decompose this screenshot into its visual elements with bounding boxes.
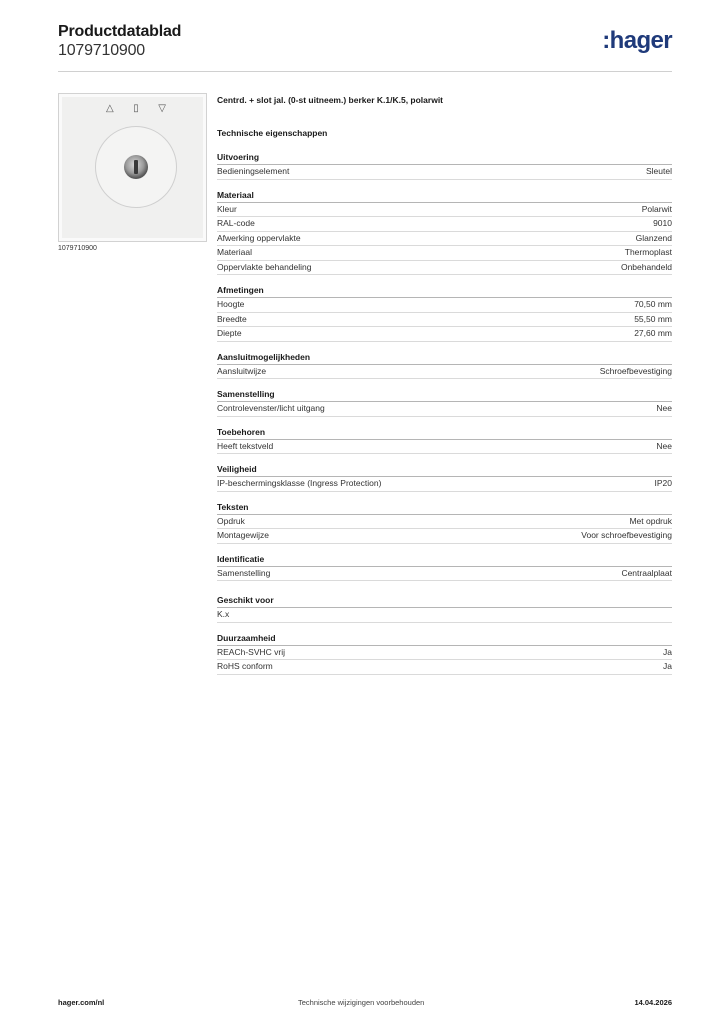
spec-row bbox=[217, 313, 672, 328]
section-title: Geschikt voor bbox=[217, 595, 672, 608]
spec-section bbox=[217, 464, 672, 492]
spec-value: Met opdruk bbox=[629, 515, 672, 526]
down-arrow-icon: ▽ bbox=[158, 103, 166, 114]
spec-value: Thermoplast bbox=[624, 247, 672, 257]
spec-label: Aansluitwijze bbox=[217, 365, 267, 376]
spec-row bbox=[217, 440, 672, 455]
spec-row bbox=[217, 217, 672, 232]
spec-row bbox=[217, 515, 672, 530]
spec-row bbox=[217, 567, 672, 582]
cover-plate bbox=[62, 97, 203, 238]
spec-label: Bedieningselement bbox=[217, 166, 290, 176]
footer-website-link[interactable]: hager.com/nl bbox=[58, 998, 105, 1007]
spec-content bbox=[217, 95, 672, 685]
spec-label: Oppervlakte behandeling bbox=[217, 261, 312, 272]
footer-note: Technische wijzigingen voorbehouden bbox=[298, 998, 425, 1007]
header-divider bbox=[58, 71, 672, 72]
spec-section bbox=[217, 502, 672, 544]
section-sustainability bbox=[217, 633, 672, 675]
spec-label: Breedte bbox=[217, 313, 247, 324]
spec-row bbox=[217, 477, 672, 492]
spec-label: Controlevenster/licht uitgang bbox=[217, 403, 325, 413]
spec-row bbox=[217, 402, 672, 417]
spec-row bbox=[217, 646, 672, 661]
document-header bbox=[58, 22, 181, 61]
section-title: Duurzaamheid bbox=[217, 633, 672, 646]
spec-row bbox=[217, 365, 672, 380]
spec-value: Onbehandeld bbox=[620, 261, 672, 272]
spec-section bbox=[217, 285, 672, 342]
spec-row bbox=[217, 529, 672, 544]
product-description: Centrd. + slot jal. (0-st uitneem.) berker K.1/K.5, polarwit bbox=[217, 95, 444, 105]
spec-value: Nee bbox=[656, 403, 672, 413]
spec-section bbox=[217, 389, 672, 417]
spec-label: Opdruk bbox=[217, 515, 245, 526]
spec-section bbox=[217, 554, 672, 582]
blind-symbols bbox=[106, 103, 166, 114]
spec-label: Diepte bbox=[217, 328, 242, 338]
section-title: Materiaal bbox=[217, 190, 672, 203]
spec-section bbox=[217, 427, 672, 455]
spec-value: Ja bbox=[663, 661, 672, 671]
spec-label: RAL-code bbox=[217, 218, 255, 228]
spec-row bbox=[217, 660, 672, 675]
product-image bbox=[58, 93, 207, 242]
spec-row bbox=[217, 203, 672, 218]
product-number: 1079710900 bbox=[58, 42, 145, 59]
section-title: Afmetingen bbox=[217, 285, 672, 298]
hager-logo bbox=[602, 27, 672, 55]
spec-value: Polarwit bbox=[641, 203, 672, 214]
spec-label: Montagewijze bbox=[217, 530, 269, 540]
spec-label: RoHS conform bbox=[217, 661, 273, 671]
logo-colon-icon: : bbox=[602, 27, 610, 54]
up-arrow-icon: △ bbox=[106, 103, 114, 114]
image-caption: 1079710900 bbox=[58, 245, 97, 252]
section-title: Toebehoren bbox=[217, 427, 672, 440]
spec-row bbox=[217, 232, 672, 247]
section-suitable-for bbox=[217, 595, 672, 623]
spec-label: K.x bbox=[217, 609, 230, 619]
spec-row bbox=[217, 246, 672, 261]
section-title: Aansluitmogelijkheden bbox=[217, 352, 672, 365]
footer-date: 14.04.2026 bbox=[634, 998, 672, 1007]
document-title: Productdatablad bbox=[58, 23, 182, 40]
logo-text: hager bbox=[609, 27, 672, 54]
spec-value: 70,50 mm bbox=[634, 299, 672, 309]
spec-section bbox=[217, 190, 672, 276]
central-disc bbox=[95, 126, 177, 208]
spec-label: Afwerking oppervlakte bbox=[217, 232, 301, 243]
spec-section bbox=[217, 152, 672, 180]
spec-value: Sleutel bbox=[646, 166, 672, 176]
section-title: Veiligheid bbox=[217, 464, 672, 477]
spec-value: IP20 bbox=[654, 478, 672, 488]
spec-value: Centraalplaat bbox=[621, 567, 672, 578]
spec-row bbox=[217, 327, 672, 342]
spec-row bbox=[217, 298, 672, 313]
spec-label: IP-beschermingsklasse (Ingress Protection) bbox=[217, 478, 382, 488]
spec-sections bbox=[217, 152, 672, 581]
key-lock-icon bbox=[124, 155, 148, 179]
technical-properties-heading: Technische eigenschappen bbox=[217, 128, 328, 138]
spec-label: Samenstelling bbox=[217, 567, 271, 578]
spec-value: 9010 bbox=[653, 218, 672, 228]
stop-icon: ▯ bbox=[133, 103, 139, 114]
spec-value: Nee bbox=[656, 440, 672, 451]
section-title: Uitvoering bbox=[217, 152, 672, 165]
spec-value: 27,60 mm bbox=[634, 328, 672, 338]
spec-row bbox=[217, 608, 672, 623]
spec-row bbox=[217, 261, 672, 276]
spec-row bbox=[217, 165, 672, 180]
spec-value: Voor schroefbevestiging bbox=[581, 530, 672, 540]
section-title: Samenstelling bbox=[217, 389, 672, 402]
spec-label: Heeft tekstveld bbox=[217, 440, 274, 451]
section-title: Identificatie bbox=[217, 554, 672, 567]
section-title: Teksten bbox=[217, 502, 672, 515]
spec-value: 55,50 mm bbox=[634, 313, 672, 324]
spec-value: Schroefbevestiging bbox=[599, 365, 672, 376]
spec-label: Kleur bbox=[217, 203, 237, 214]
spec-value: Ja bbox=[663, 646, 672, 657]
spec-section bbox=[217, 352, 672, 380]
spec-value: Glanzend bbox=[635, 232, 672, 243]
spec-label: Hoogte bbox=[217, 299, 245, 309]
spec-label: REACh-SVHC vrij bbox=[217, 646, 286, 657]
spec-label: Materiaal bbox=[217, 247, 252, 257]
